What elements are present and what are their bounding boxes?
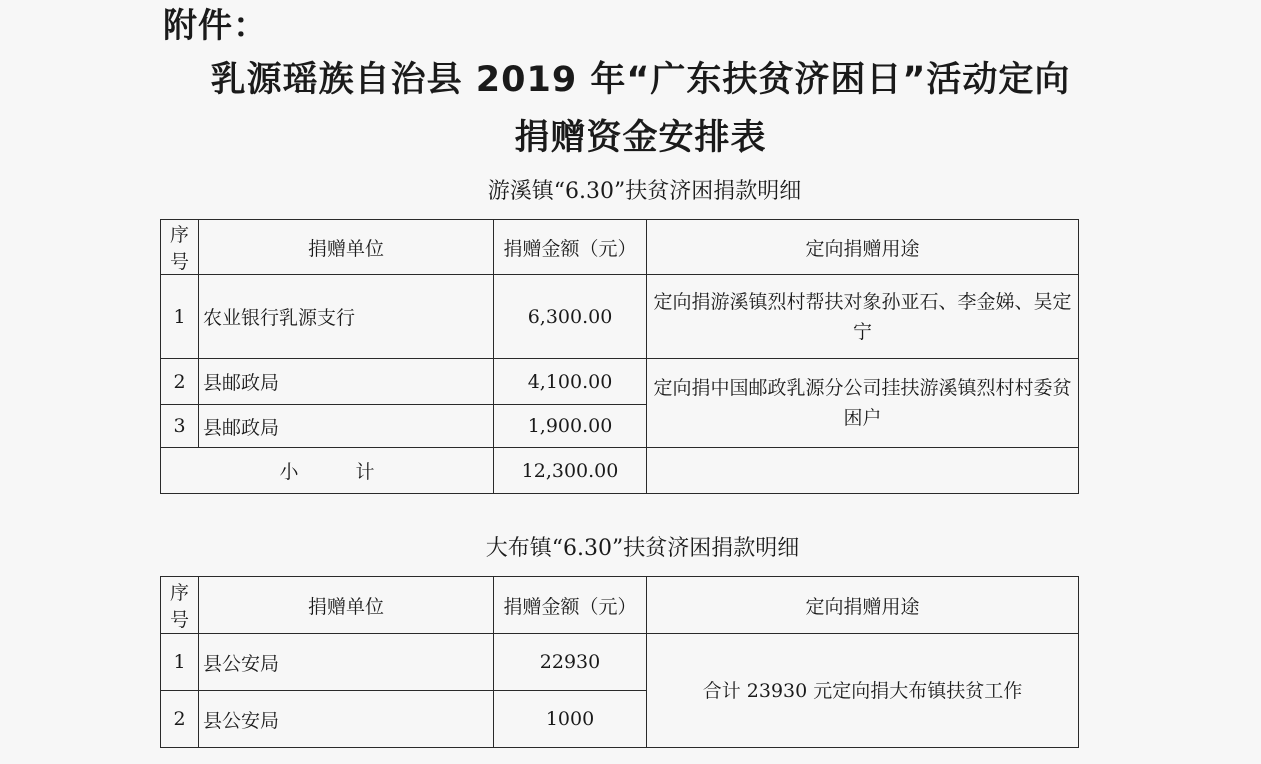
- row-no: 3: [161, 405, 199, 448]
- table1-title: 游溪镇“6.30”扶贫济困捐款明细: [487, 179, 802, 204]
- subtotal-row: [161, 448, 1079, 494]
- attachment-label: 附件：: [163, 6, 268, 46]
- column-header-unit: 捐赠单位: [199, 220, 494, 275]
- table2-title: 大布镇“6.30”扶贫济困捐款明细: [485, 536, 800, 561]
- row-no: 1: [161, 275, 199, 359]
- row-no: 2: [161, 359, 199, 405]
- column-header-no: 序号: [161, 220, 199, 275]
- column-header-unit: 捐赠单位: [199, 577, 494, 634]
- row-amount: 1,900.00: [494, 405, 647, 448]
- table-row: [161, 275, 1079, 359]
- subtotal-use-empty: [647, 448, 1079, 494]
- row-unit: 县公安局: [199, 634, 494, 691]
- table-row: [161, 634, 1079, 691]
- row-use: 定向捐中国邮政乳源分公司挂扶游溪镇烈村村委贫困户: [647, 359, 1079, 448]
- column-header-amount: 捐赠金额（元）: [494, 220, 647, 275]
- row-no: 1: [161, 634, 199, 691]
- table-header-row: [161, 577, 1079, 634]
- row-use: 合计 23930 元定向捐大布镇扶贫工作: [647, 634, 1079, 748]
- subtotal-amount: 12,300.00: [494, 448, 647, 494]
- document-title-line2: 捐赠资金安排表: [514, 118, 767, 158]
- row-unit: 农业银行乳源支行: [199, 275, 494, 359]
- row-unit: 县邮政局: [199, 359, 494, 405]
- column-header-use: 定向捐赠用途: [647, 220, 1079, 275]
- column-header-amount: 捐赠金额（元）: [494, 577, 647, 634]
- table-row: [161, 359, 1079, 405]
- column-header-no: 序号: [161, 577, 199, 634]
- row-amount: 6,300.00: [494, 275, 647, 359]
- row-unit: 县邮政局: [199, 405, 494, 448]
- row-no: 2: [161, 691, 199, 748]
- row-amount: 1000: [494, 691, 647, 748]
- row-amount: 4,100.00: [494, 359, 647, 405]
- row-use: 定向捐游溪镇烈村帮扶对象孙亚石、李金娣、吴定宁: [647, 275, 1079, 359]
- youxi-donation-table: [160, 219, 1079, 494]
- row-amount: 22930: [494, 634, 647, 691]
- row-unit: 县公安局: [199, 691, 494, 748]
- table-header-row: [161, 220, 1079, 275]
- column-header-use: 定向捐赠用途: [647, 577, 1079, 634]
- dabu-donation-table: [160, 576, 1079, 748]
- document-title-line1: 乳源瑶族自治县 2019 年“广东扶贫济困日”活动定向: [210, 60, 1071, 100]
- subtotal-label: 小 计: [161, 448, 494, 494]
